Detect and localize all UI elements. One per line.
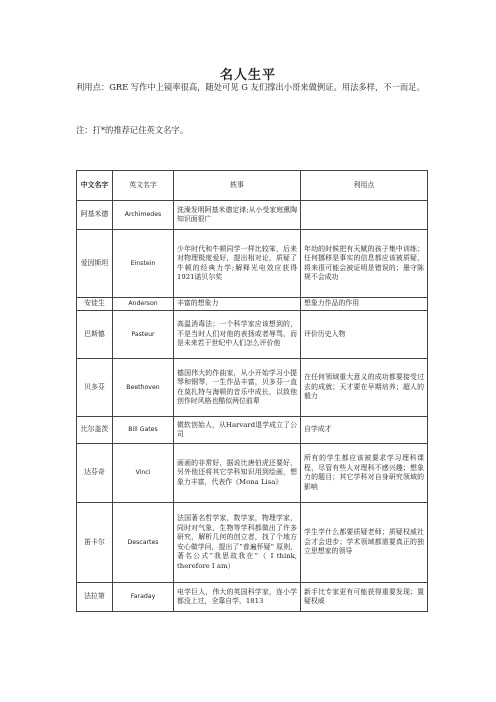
cell-anecdote: 画画的非常好，据说比唐伯虎还要好，另外他还将其它学科知识用到绘画，想象力丰富，代表作《Mona Lisa》 xyxy=(174,444,301,503)
cell-use-point: 自学成才 xyxy=(301,417,428,444)
cell-anecdote: 微软创始人，从Harvard退学成立了公司 xyxy=(174,417,301,444)
table-row xyxy=(77,298,428,311)
table-header-row xyxy=(77,171,428,201)
header-cn-name: 中文名字 xyxy=(77,171,113,201)
people-table xyxy=(76,170,428,612)
note-paragraph: 注：打*的推荐记住英文名字。 xyxy=(76,125,189,135)
table-row xyxy=(77,311,428,359)
table-row xyxy=(77,417,428,444)
cell-cn-name: 爱因斯坦 xyxy=(77,230,113,298)
table-row xyxy=(77,583,428,612)
table-row xyxy=(77,444,428,503)
cell-cn-name: 笛卡尔 xyxy=(77,503,113,583)
intro-paragraph: 利用点：GRE 写作中上镜率很高，随处可见 G 友们撑出小哥来做例证。用法多样，不一而足。 xyxy=(76,82,425,92)
table-row xyxy=(77,359,428,417)
cell-en-name: Descartes xyxy=(113,503,174,583)
table-row xyxy=(77,201,428,230)
page-title: 名人生平 xyxy=(219,68,276,83)
cell-use-point: 评价历史人物 xyxy=(301,311,428,359)
cell-use-point: 年幼的时候把有天赋的孩子集中训练；任何挪移是事实的信息都应该被质疑，将来很可能会被证明是错误的；墨守陈规不会成功 xyxy=(301,230,428,298)
cell-anecdote: 高温消毒法；一个科学家应该想到的，不是当时人们对他的表扬或者辱骂，而是未来若干世纪中人们怎么评价他 xyxy=(174,311,301,359)
table-row xyxy=(77,230,428,298)
cell-en-name: Faraday xyxy=(113,583,174,612)
cell-anecdote: 少年时代和牛顿同学一样比较笨，后来对物理极度爱好，提出相对论，质疑了牛顿的经典力学;解释光电效应获得1921诺贝尔奖 xyxy=(174,230,301,298)
cell-en-name: Bill Gates xyxy=(113,417,174,444)
cell-use-point: 学生学什么都要质疑老师；质疑权威社会才会进步；学术领域都需要真正的独立思想家的领导 xyxy=(301,503,428,583)
cell-cn-name: 阿基米德 xyxy=(77,201,113,230)
cell-use-point xyxy=(301,201,428,230)
header-use-point: 利用点 xyxy=(301,171,428,201)
cell-anecdote: 电学巨人，伟大的英国科学家，连小学都没上过，全靠自学，1813 xyxy=(174,583,301,612)
cell-use-point: 想象力作品的作用 xyxy=(301,298,428,311)
cell-en-name: Beethoven xyxy=(113,359,174,417)
cell-cn-name: 贝多芬 xyxy=(77,359,113,417)
cell-use-point: 在任何领域重大意义的成功都要接受过去的成就；天才要在早期培养；超人的毅力 xyxy=(301,359,428,417)
cell-cn-name: 比尔盖茨 xyxy=(77,417,113,444)
table-row xyxy=(77,503,428,583)
cell-en-name: Vinci xyxy=(113,444,174,503)
header-anecdote: 轶事 xyxy=(174,171,301,201)
cell-anecdote: 丰富的想象力 xyxy=(174,298,301,311)
cell-anecdote: 洗澡发明阿基米德定律;从小受家庭熏陶知识面很广 xyxy=(174,201,301,230)
cell-anecdote: 法国著名哲学家，数学家，物理学家，同时对气象，生物等学科都做出了许多研究，解析几何的创立者，找了个地方安心做学问，提出了”普遍怀疑” 原则，著名公式“我思故我在”（ I think, therefore I am） xyxy=(174,503,301,583)
cell-anecdote: 德国伟大的作曲家，从小开始学习小提琴和钢琴，一生作品丰富，贝多芬一直在莫扎特与海顿的音乐中成长，以致他创作时风格也酷似两位前辈 xyxy=(174,359,301,417)
cell-cn-name: 安徒生 xyxy=(77,298,113,311)
cell-en-name: Archimedes xyxy=(113,201,174,230)
cell-cn-name: 达芬奇 xyxy=(77,444,113,503)
cell-use-point: 所有的学生都应该被要求学习理科课程，尽管有些人对理科不感兴趣；想象力的题目；其它学科对自身研究领域的影响 xyxy=(301,444,428,503)
cell-cn-name: 法拉第 xyxy=(77,583,113,612)
header-en-name: 英文名字 xyxy=(113,171,174,201)
cell-cn-name: 巴斯德 xyxy=(77,311,113,359)
cell-en-name: Anderson xyxy=(113,298,174,311)
cell-en-name: Einstein xyxy=(113,230,174,298)
cell-en-name: Pasteur xyxy=(113,311,174,359)
cell-use-point: 新手比专家更有可能获得重要发现；置疑权威 xyxy=(301,583,428,612)
